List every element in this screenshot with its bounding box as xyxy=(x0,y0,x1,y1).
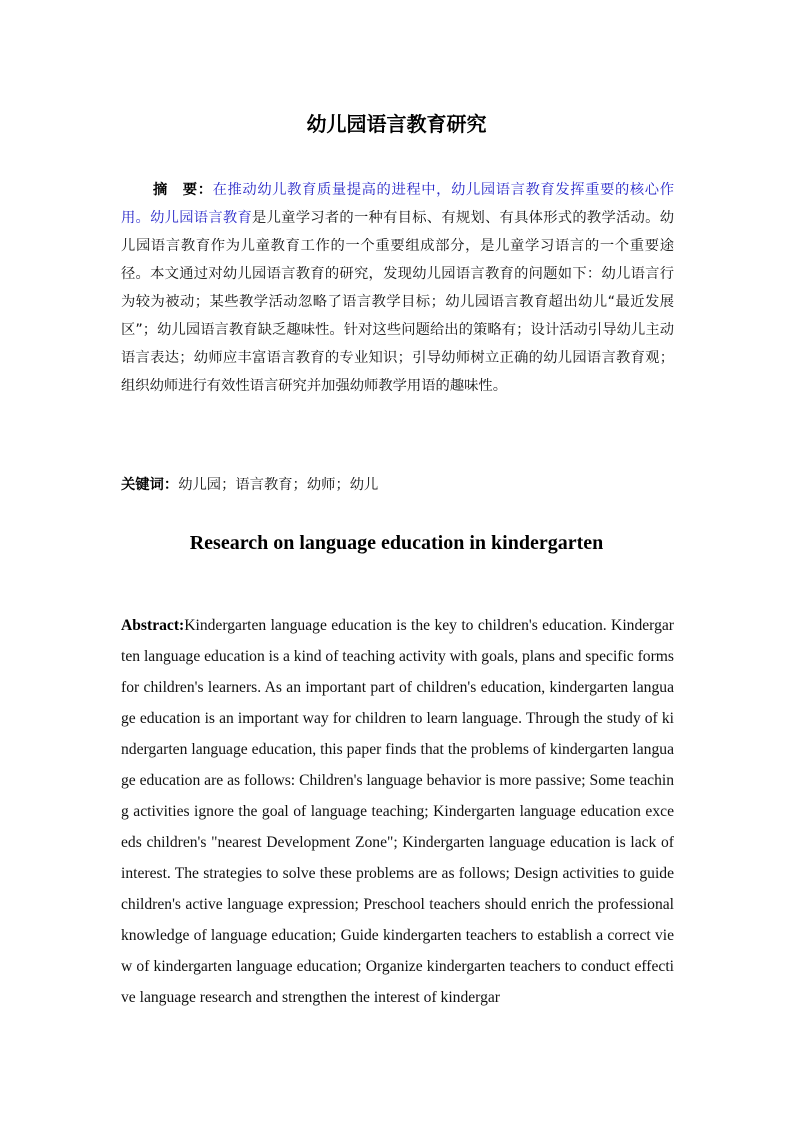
english-abstract xyxy=(121,610,674,1013)
chinese-keywords xyxy=(121,471,674,499)
chinese-abstract xyxy=(121,176,674,400)
chinese-keywords-text: 幼儿园；语言教育；幼师；幼儿 xyxy=(178,477,379,493)
english-title: Research on language education in kindergarten xyxy=(189,532,604,554)
english-abstract-text: Kindergarten language education is the key to children's education. Kindergarten language education is a kind of teaching activity with goals, plans and specific forms for children's learners. As an important part of children's education, kindergarten language education is an important way for children to learn language. Through the study of kindergarten language education, this paper finds that the problems of kindergarten language education are as follows: Children's language behavior is more passive; Some teaching activities ignore the goal of language teaching; Kindergarten language education exceeds children's "nearest Development Zone"; Kindergarten language education is lack of interest. The strategies to solve these problems are as follows; Design activities to guide children's active language expression; Preschool teachers should enrich the professional knowledge of language education; Guide kindergarten teachers to establish a correct view of kindergarten language education; Organize kindergarten teachers to conduct effective language research and strengthen the interest of kindergar xyxy=(121,617,674,1006)
chinese-abstract-label: 摘 要： xyxy=(153,182,213,198)
chinese-keywords-label: 关键词： xyxy=(121,477,179,493)
chinese-abstract-highlight: 在推动幼儿教育质量提高的进程中，幼儿园语言教育发挥重要的核心作用。幼儿园语言教育 xyxy=(121,182,675,226)
english-abstract-label: Abstract: xyxy=(121,617,185,634)
chinese-title: 幼儿园语言教育研究 xyxy=(306,112,487,136)
chinese-abstract-body: 是儿童学习者的一种有目标、有规划、有具体形式的教学活动。幼儿园语言教育作为儿童教育工作的一个重要组成部分，是儿童学习语言的一个重要途径。本文通过对幼儿园语言教育的研究，发现幼儿园语言教育的问题如下：幼儿语言行为较为被动；某些教学活动忽略了语言教学目标；幼儿园语言教育超出幼儿“最近发展区”；幼儿园语言教育缺乏趣味性。针对这些问题给出的策略有；设计活动引导幼儿主动语言表达；幼师应丰富语言教育的专业知识；引导幼师树立正确的幼儿园语言教育观；组织幼师进行有效性语言研究并加强幼师教学用语的趣味性。 xyxy=(121,210,675,394)
